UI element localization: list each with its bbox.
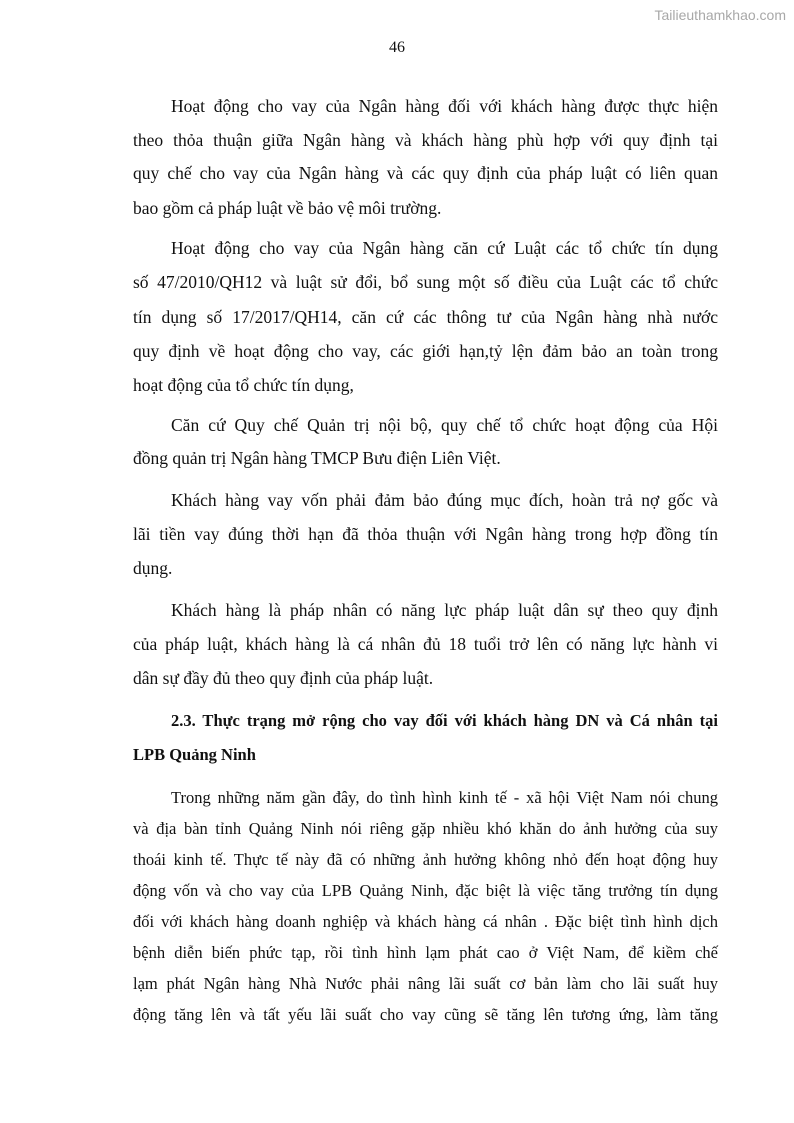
- text-line: thoái kinh tế. Thực tế này đã có những ảnh hưởng không nhỏ đến hoạt động huy: [133, 850, 718, 869]
- page-number: 46: [389, 39, 405, 56]
- text-line: quy chế cho vay của Ngân hàng và các quy định của pháp luật có liên quan: [133, 163, 718, 183]
- text-line: động vốn và cho vay của LPB Quảng Ninh, đặc biệt là việc tăng trưởng tín dụng: [133, 881, 718, 900]
- heading-line: LPB Quảng Ninh: [133, 745, 256, 764]
- text-line: dụng.: [133, 558, 173, 578]
- text-line: lãi tiền vay đúng thời hạn đã thỏa thuận với Ngân hàng trong hợp đồng tín: [133, 524, 718, 544]
- text-line: đồng quản trị Ngân hàng TMCP Bưu điện Liên Việt.: [133, 448, 501, 468]
- text-line: đối với khách hàng doanh nghiệp và khách hàng cá nhân . Đặc biệt tình hình dịch: [133, 912, 718, 931]
- text-line: theo thỏa thuận giữa Ngân hàng và khách hàng phù hợp với quy định tại: [133, 130, 718, 150]
- text-line: và địa bàn tỉnh Quảng Ninh nói riêng gặp nhiều khó khăn do ảnh hưởng của suy: [133, 819, 718, 838]
- text-line: dân sự đầy đủ theo quy định của pháp luật.: [133, 668, 434, 688]
- text-line: Hoạt động cho vay của Ngân hàng đối với khách hàng được thực hiện: [171, 96, 718, 116]
- text-line: Hoạt động cho vay của Ngân hàng căn cứ Luật các tổ chức tín dụng: [171, 238, 718, 258]
- text-line: hoạt động của tổ chức tín dụng,: [133, 375, 354, 395]
- text-line: lạm phát Ngân hàng Nhà Nước phải nâng lãi suất cơ bản làm cho lãi suất huy: [133, 974, 718, 993]
- text-line: số 47/2010/QH12 và luật sử đổi, bổ sung một số điều của Luật các tổ chức: [133, 272, 718, 292]
- heading-line: 2.3. Thực trạng mở rộng cho vay đối với khách hàng DN và Cá nhân tại: [171, 711, 718, 730]
- text-line: quy định về hoạt động cho vay, các giới hạn,tỷ lện đảm bảo an toàn trong: [133, 341, 718, 361]
- text-line: bệnh diễn biến phức tạp, rồi tình hình lạm phát cao ở Việt Nam, để kiềm chế: [133, 943, 718, 962]
- watermark: Tailieuthamkhao.com: [654, 7, 786, 23]
- text-line: của pháp luật, khách hàng là cá nhân đủ 18 tuổi trở lên có năng lực hành vi: [133, 634, 718, 654]
- text-line: Căn cứ Quy chế Quản trị nội bộ, quy chế tổ chức hoạt động của Hội: [171, 415, 718, 435]
- text-line: bao gồm cả pháp luật về bảo vệ môi trường.: [133, 198, 442, 218]
- text-line: tín dụng số 17/2017/QH14, căn cứ các thông tư của Ngân hàng nhà nước: [133, 307, 718, 327]
- text-line: động tăng lên và tất yếu lãi suất cho vay cũng sẽ tăng lên tương ứng, làm tăng: [133, 1005, 718, 1024]
- text-line: Khách hàng vay vốn phải đảm bảo đúng mục đích, hoàn trả nợ gốc và: [171, 490, 718, 510]
- text-line: Trong những năm gần đây, do tình hình kinh tế - xã hội Việt Nam nói chung: [171, 788, 718, 807]
- text-line: Khách hàng là pháp nhân có năng lực pháp luật dân sự theo quy định: [171, 600, 718, 620]
